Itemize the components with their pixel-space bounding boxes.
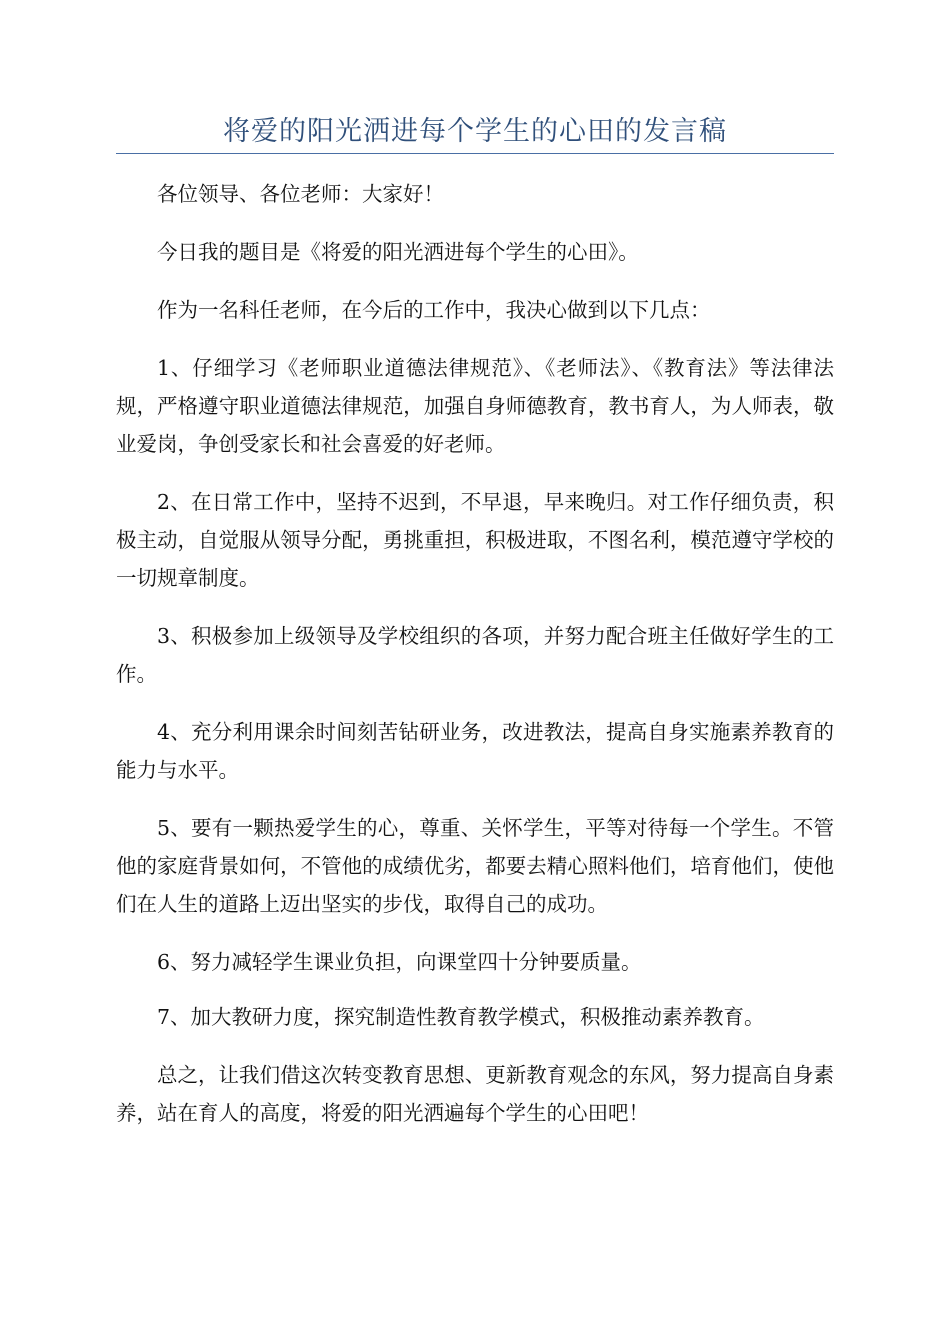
point-2-paragraph: 2、在日常工作中，坚持不迟到，不早退，早来晚归。对工作仔细负责，积极主动，自觉服从领导分配，勇挑重担，积极进取，不图名利，模范遵守学校的一切规章制度。 [116, 490, 834, 590]
document-title: 将爱的阳光洒进每个学生的心田的发言稿 [223, 116, 727, 147]
point-4-paragraph: 4、充分利用课余时间刻苦钻研业务，改进教法，提高自身实施素养教育的能力与水平。 [116, 720, 834, 782]
intro-paragraph: 作为一名科任老师，在今后的工作中，我决心做到以下几点： [157, 298, 711, 322]
conclusion-paragraph: 总之，让我们借这次转变教育思想、更新教育观念的东风，努力提高自身素养，站在育人的高度，将爱的阳光洒遍每个学生的心田吧！ [116, 1063, 834, 1125]
document-body [116, 175, 834, 1152]
greeting-paragraph: 各位领导、各位老师：大家好！ [157, 182, 444, 206]
point-5-paragraph: 5、要有一颗热爱学生的心，尊重、关怀学生，平等对待每一个学生。不管他的家庭背景如何，不管他的成绩优劣，都要去精心照料他们，培育他们，使他们在人生的道路上迈出坚实的步伐，取得自己的成功。 [116, 816, 834, 916]
topic-paragraph: 今日我的题目是《将爱的阳光洒进每个学生的心田》。 [157, 240, 639, 264]
point-3-paragraph: 3、积极参加上级领导及学校组织的各项，并努力配合班主任做好学生的工作。 [116, 624, 834, 686]
point-1-paragraph: 1、仔细学习《老师职业道德法律规范》、《老师法》、《教育法》等法律法规，严格遵守职业道德法律规范，加强自身师德教育，教书育人，为人师表，敬业爱岗，争创受家长和社会喜爱的好老师。 [116, 356, 834, 456]
point-7-paragraph: 7、加大教研力度，探究制造性教育教学模式，积极推动素养教育。 [157, 1005, 765, 1029]
title-underline [116, 153, 834, 154]
point-6-paragraph: 6、努力减轻学生课业负担，向课堂四十分钟要质量。 [157, 950, 642, 974]
